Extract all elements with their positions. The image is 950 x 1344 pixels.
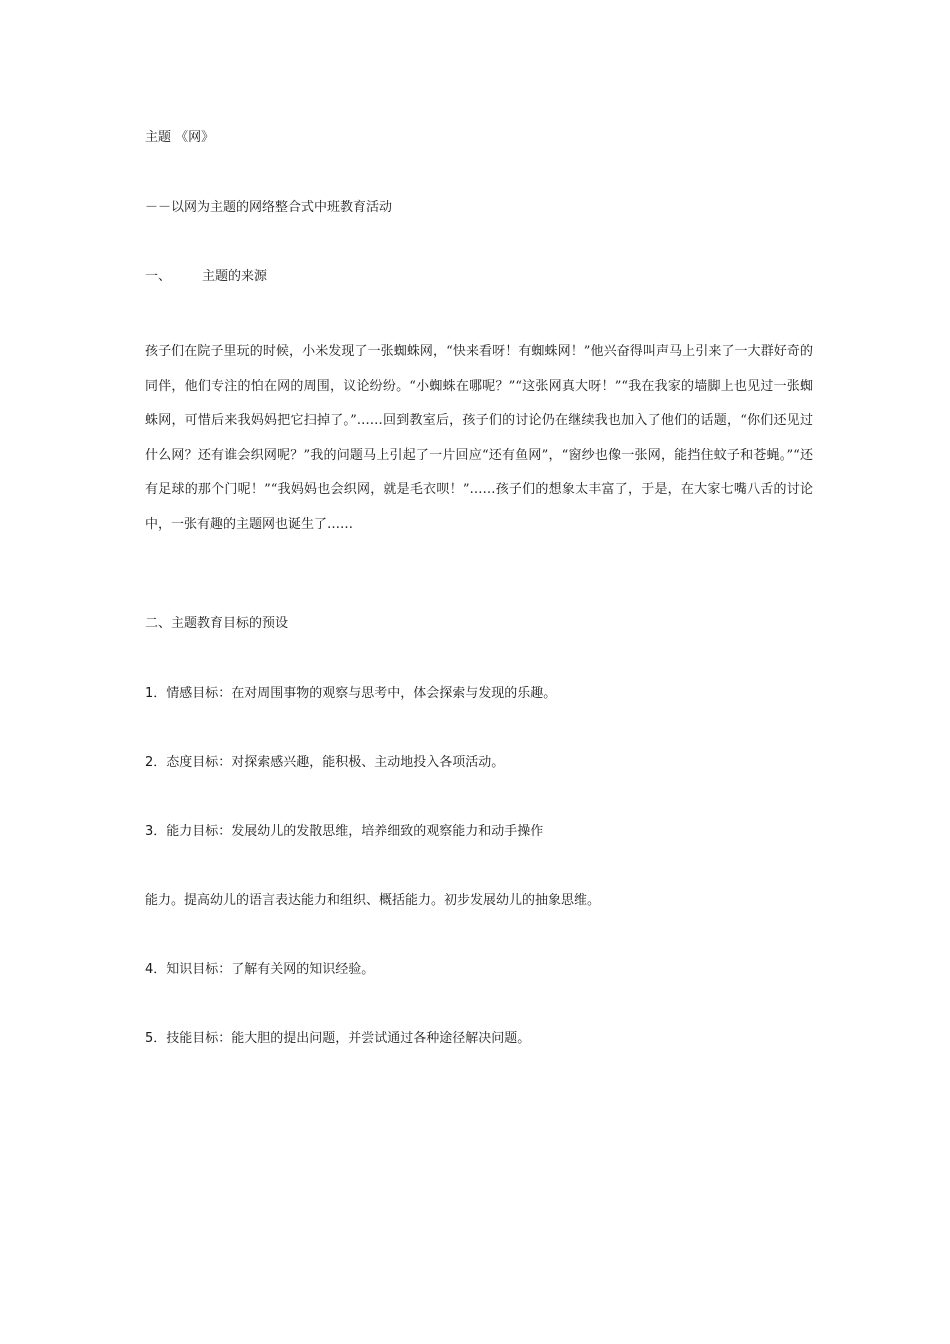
section-number: 一、	[145, 269, 172, 284]
goal-number: 3．	[145, 824, 167, 839]
goal-item	[145, 753, 504, 773]
goal-item	[145, 1029, 530, 1049]
source-paragraph: 孩子们在院子里玩的时候，小米发现了一张蜘蛛网，“快来看呀！有蜘蛛网！”他兴奋得叫声马上引来了一大群好奇的同伴，他们专注的怕在网的周围，议论纷纷。“小蜘蛛在哪呢？”“这张网真大呀！”“我在我家的墙脚上也见过一张蜘蛛网，可惜后来我妈妈把它扫掉了。”……回到教室后，孩子们的讨论仍在继续我也加入了他们的话题，“你们还见过什么网？还有谁会织网呢？”我的问题马上引起了一片回应“还有鱼网”，“窗纱也像一张网，能挡住蚊子和苍蝇。”“还有足球的那个门呢！”“我妈妈也会织网，就是毛衣呗！”……孩子们的想象太丰富了，于是，在大家七嘴八舌的讨论中，一张有趣的主题网也诞生了……	[145, 344, 813, 532]
goal-item	[145, 960, 374, 980]
section-heading-source	[145, 267, 267, 287]
goal-text: 能力。提高幼儿的语言表达能力和组织、概括能力。初步发展幼儿的抽象思维。	[145, 893, 601, 908]
section-heading-goals: 二、主题教育目标的预设	[145, 616, 289, 631]
goal-item	[145, 822, 543, 842]
goal-number: 4．	[145, 962, 167, 977]
goal-number: 1．	[145, 686, 167, 701]
goal-text: 能力目标：发展幼儿的发散思维，培养细致的观察能力和动手操作	[166, 824, 544, 839]
goal-number: 2．	[145, 755, 167, 770]
goal-text: 态度目标：对探索感兴趣，能积极、主动地投入各项活动。	[166, 755, 505, 770]
section-title: 主题的来源	[202, 269, 268, 284]
document-title: 主题 《网》	[145, 130, 215, 145]
goal-number: 5．	[145, 1031, 167, 1046]
goal-text: 知识目标：了解有关网的知识经验。	[166, 962, 375, 977]
goal-text: 技能目标：能大胆的提出问题，并尝试通过各种途径解决问题。	[166, 1031, 531, 1046]
document-subtitle: －－以网为主题的网络整合式中班教育活动	[145, 200, 393, 215]
goal-item	[145, 684, 556, 704]
goal-item-continuation	[145, 891, 600, 911]
goal-text: 情感目标：在对周围事物的观察与思考中，体会探索与发现的乐趣。	[166, 686, 557, 701]
